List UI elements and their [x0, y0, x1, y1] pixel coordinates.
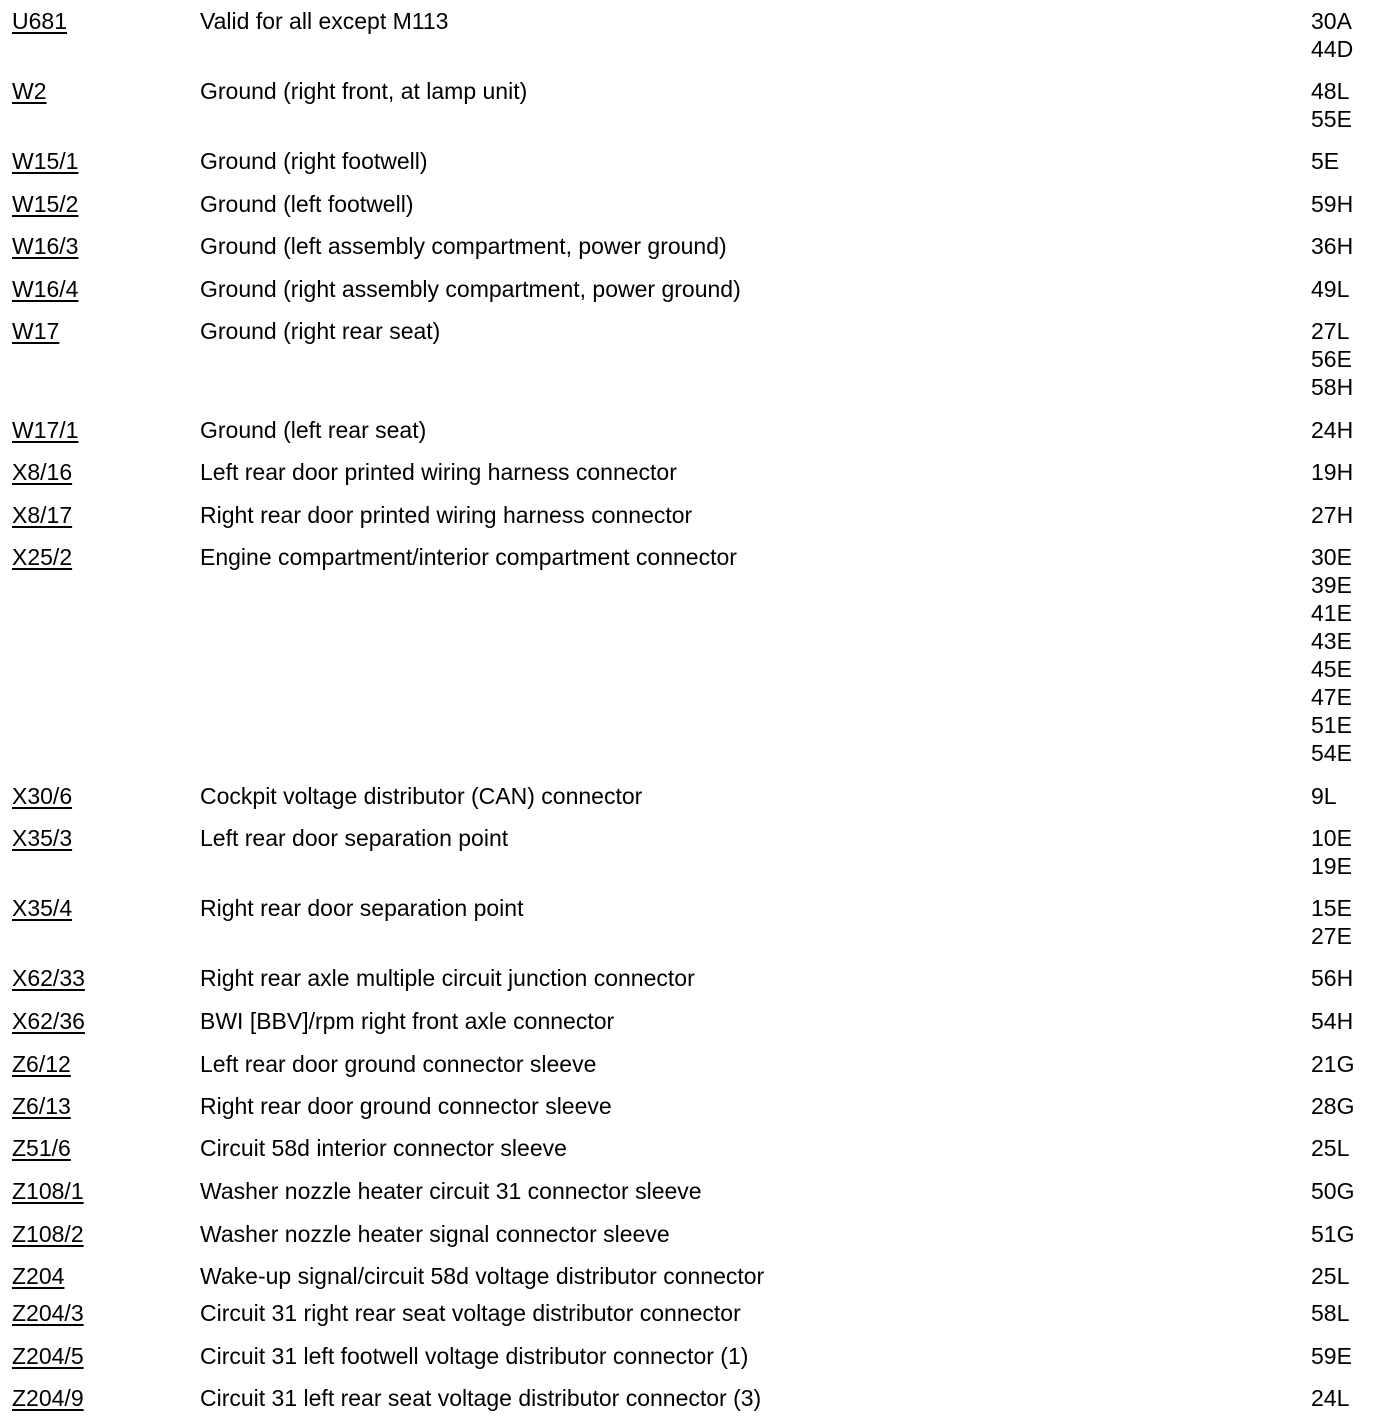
- component-code-link[interactable]: Z204: [12, 1263, 65, 1289]
- component-description: BWI [BBV]/rpm right front axle connector: [200, 1008, 615, 1034]
- grid-reference: 27E: [1311, 923, 1352, 949]
- grid-reference: 39E: [1311, 572, 1352, 598]
- component-description: Right rear door separation point: [200, 895, 524, 921]
- grid-reference: 55E: [1311, 106, 1352, 132]
- grid-reference: 21G: [1311, 1051, 1355, 1077]
- grid-reference: 19E: [1311, 853, 1352, 879]
- grid-reference-list: [1311, 77, 1352, 133]
- grid-reference-list: [1311, 317, 1353, 401]
- component-code-link[interactable]: W15/2: [12, 191, 79, 217]
- component-description: Left rear door separation point: [200, 825, 509, 851]
- grid-reference-list: [1311, 1007, 1353, 1035]
- component-code-link[interactable]: U681: [12, 8, 67, 34]
- component-description: Ground (right assembly compartment, power ground): [200, 276, 741, 302]
- grid-reference: 49L: [1311, 276, 1350, 302]
- grid-reference: 25L: [1311, 1135, 1350, 1161]
- component-code-link[interactable]: W15/1: [12, 148, 79, 174]
- component-description: Right rear door ground connector sleeve: [200, 1093, 612, 1119]
- component-description: Circuit 31 left rear seat voltage distributor connector (3): [200, 1385, 762, 1411]
- component-description: Right rear axle multiple circuit junction connector: [200, 965, 695, 991]
- grid-reference: 30A: [1311, 8, 1352, 34]
- component-description: Ground (left assembly compartment, power ground): [200, 233, 727, 259]
- component-description: Ground (left footwell): [200, 191, 414, 217]
- component-description: Ground (right front, at lamp unit): [200, 78, 528, 104]
- component-description: Valid for all except M113: [200, 8, 449, 34]
- grid-reference: 15E: [1311, 895, 1352, 921]
- component-code-link[interactable]: W17/1: [12, 417, 79, 443]
- grid-reference: 19H: [1311, 459, 1354, 485]
- component-code-link[interactable]: Z6/13: [12, 1093, 71, 1119]
- component-description: Circuit 31 right rear seat voltage distributor connector: [200, 1300, 741, 1326]
- grid-reference-list: [1311, 1177, 1354, 1205]
- component-code-link[interactable]: Z204/9: [12, 1385, 84, 1411]
- grid-reference-list: [1311, 1342, 1352, 1370]
- component-description: Left rear door ground connector sleeve: [200, 1051, 597, 1077]
- component-code-link[interactable]: Z204/5: [12, 1343, 84, 1369]
- grid-reference: 24L: [1311, 1385, 1350, 1411]
- component-description: Ground (right footwell): [200, 148, 428, 174]
- grid-reference: 10E: [1311, 825, 1352, 851]
- grid-reference: 5E: [1311, 148, 1340, 174]
- component-code-link[interactable]: X25/2: [12, 544, 73, 570]
- grid-reference-list: [1311, 782, 1337, 810]
- grid-reference-list: [1311, 7, 1353, 63]
- component-description: Right rear door printed wiring harness connector: [200, 502, 693, 528]
- component-code-link[interactable]: W2: [12, 78, 47, 104]
- component-code-link[interactable]: X8/17: [12, 502, 73, 528]
- grid-reference-list: [1311, 543, 1352, 767]
- grid-reference-list: [1311, 190, 1353, 218]
- grid-reference: 54H: [1311, 1008, 1354, 1034]
- component-code-link[interactable]: Z108/1: [12, 1178, 84, 1204]
- grid-reference: 45E: [1311, 656, 1352, 682]
- component-code-link[interactable]: X35/3: [12, 825, 73, 851]
- grid-reference-list: [1311, 1092, 1354, 1120]
- grid-reference: 36H: [1311, 233, 1354, 259]
- grid-reference: 58H: [1311, 374, 1354, 400]
- component-code-link[interactable]: X62/36: [12, 1008, 85, 1034]
- grid-reference-list: [1311, 1050, 1354, 1078]
- grid-reference-list: [1311, 964, 1353, 992]
- grid-reference: 51E: [1311, 712, 1352, 738]
- grid-reference: 27H: [1311, 502, 1354, 528]
- grid-reference: 48L: [1311, 78, 1350, 104]
- component-code-link[interactable]: Z204/3: [12, 1300, 84, 1326]
- component-code-link[interactable]: Z108/2: [12, 1221, 84, 1247]
- grid-reference: 59H: [1311, 191, 1354, 217]
- grid-reference: 56E: [1311, 346, 1352, 372]
- grid-reference-list: [1311, 1134, 1349, 1162]
- component-description: Cockpit voltage distributor (CAN) connector: [200, 783, 643, 809]
- grid-reference-list: [1311, 147, 1339, 175]
- component-description: Left rear door printed wiring harness connector: [200, 459, 677, 485]
- grid-reference: 59E: [1311, 1343, 1352, 1369]
- component-code-link[interactable]: W16/3: [12, 233, 79, 259]
- grid-reference: 9L: [1311, 783, 1337, 809]
- grid-reference: 30E: [1311, 544, 1352, 570]
- grid-reference-list: [1311, 824, 1352, 880]
- grid-reference-list: [1311, 1220, 1354, 1248]
- component-description: Ground (left rear seat): [200, 417, 427, 443]
- grid-reference-list: [1311, 1262, 1349, 1290]
- grid-reference: 50G: [1311, 1178, 1355, 1204]
- grid-reference-list: [1311, 275, 1349, 303]
- grid-reference: 56H: [1311, 965, 1354, 991]
- grid-reference: 43E: [1311, 628, 1352, 654]
- component-code-link[interactable]: X8/16: [12, 459, 73, 485]
- component-description: Circuit 31 left footwell voltage distributor connector (1): [200, 1343, 749, 1369]
- grid-reference: 54E: [1311, 740, 1352, 766]
- grid-reference-list: [1311, 416, 1353, 444]
- grid-reference: 25L: [1311, 1263, 1350, 1289]
- component-code-link[interactable]: Z6/12: [12, 1051, 71, 1077]
- component-code-link[interactable]: W16/4: [12, 276, 79, 302]
- grid-reference-list: [1311, 458, 1353, 486]
- component-code-link[interactable]: X30/6: [12, 783, 73, 809]
- grid-reference: 27L: [1311, 318, 1350, 344]
- grid-reference: 41E: [1311, 600, 1352, 626]
- grid-reference: 24H: [1311, 417, 1354, 443]
- component-code-link[interactable]: W17: [12, 318, 60, 344]
- grid-reference: 47E: [1311, 684, 1352, 710]
- grid-reference-list: [1311, 501, 1353, 529]
- grid-reference-list: [1311, 232, 1353, 260]
- component-code-link[interactable]: X35/4: [12, 895, 73, 921]
- grid-reference-list: [1311, 894, 1352, 950]
- grid-reference: 51G: [1311, 1221, 1355, 1247]
- component-code-link[interactable]: X62/33: [12, 965, 85, 991]
- component-description: Washer nozzle heater signal connector sleeve: [200, 1221, 670, 1247]
- component-code-link[interactable]: Z51/6: [12, 1135, 71, 1161]
- grid-reference-list: [1311, 1384, 1349, 1412]
- component-description: Washer nozzle heater circuit 31 connector sleeve: [200, 1178, 702, 1204]
- grid-reference: 58L: [1311, 1300, 1350, 1326]
- grid-reference-list: [1311, 1299, 1349, 1327]
- component-description: Wake-up signal/circuit 58d voltage distributor connector: [200, 1263, 765, 1289]
- grid-reference: 44D: [1311, 36, 1354, 62]
- grid-reference: 28G: [1311, 1093, 1355, 1119]
- component-description: Engine compartment/interior compartment connector: [200, 544, 737, 570]
- component-description: Ground (right rear seat): [200, 318, 441, 344]
- component-description: Circuit 58d interior connector sleeve: [200, 1135, 567, 1161]
